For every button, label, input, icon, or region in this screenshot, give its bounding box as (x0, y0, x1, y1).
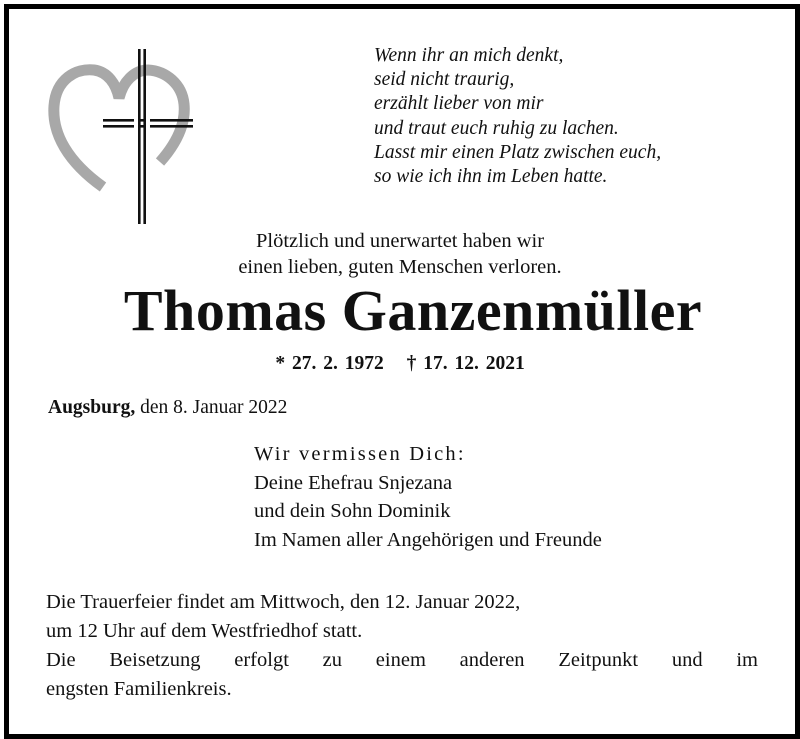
mourners-block (254, 440, 602, 554)
place-date-text: den 8. Januar 2022 (140, 397, 288, 418)
intro-line: einen lieben, guten Menschen verloren. (238, 256, 562, 278)
heart-cross-emblem (48, 44, 198, 229)
service-line: um 12 Uhr auf dem Westfriedhof statt. (46, 620, 363, 642)
mourners-heading: Wir vermissen Dich: (254, 443, 466, 465)
mourner-line: und dein Sohn Dominik (254, 500, 451, 522)
poem-line: und traut euch ruhig zu lachen. (374, 117, 619, 139)
service-line: Die Beisetzung erfolgt zu einem anderen Zeitpunkt und im (46, 649, 758, 671)
place-city: Augsburg, (48, 397, 136, 418)
intro-text (0, 228, 800, 280)
death-date: † 17. 12. 2021 (406, 353, 525, 374)
mourner-line: Im Namen aller Angehörigen und Freunde (254, 528, 602, 551)
poem-line: Lasst mir einen Platz zwischen euch, (374, 141, 662, 163)
poem-line: seid nicht traurig, (374, 69, 515, 91)
mourner-line: Deine Ehefrau Snjezana (254, 471, 453, 494)
life-dates (0, 353, 800, 375)
service-info (46, 588, 758, 704)
service-line: engsten Familienkreis. (46, 678, 232, 700)
place-date (48, 397, 287, 419)
birth-date: * 27. 2. 1972 (275, 353, 384, 374)
poem (374, 44, 661, 189)
intro-line: Plötzlich und unerwartet haben wir (255, 230, 545, 252)
poem-line: erzählt lieber von mir (374, 93, 544, 115)
deceased-name: Thomas Ganzenmüller (123, 278, 703, 343)
poem-line: Wenn ihr an mich denkt, (374, 45, 564, 66)
heart-icon (54, 70, 184, 187)
poem-line: so wie ich ihn im Leben hatte. (374, 166, 608, 188)
service-line: Die Trauerfeier findet am Mittwoch, den 12. Januar 2022, (46, 591, 521, 613)
